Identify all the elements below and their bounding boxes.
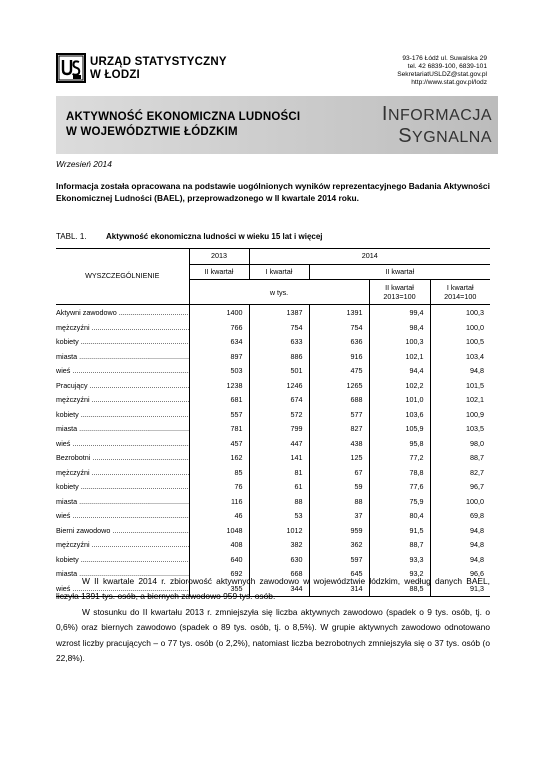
row-value: 37 bbox=[309, 509, 369, 524]
table-row bbox=[56, 538, 490, 553]
row-value: 88 bbox=[249, 495, 309, 510]
row-label: Bezrobotni ..... bbox=[56, 451, 189, 466]
paragraph-2: W stosunku do II kwartału 2013 r. zmniejszyła się liczba aktywnych zawodowo (spadek o 9 tys. osób, tj. o 0,6%) oraz biernych zawodowo (spadek o 89 tys. osób, tj. o 8,5%). W grupie aktywnych zawodowo odnotowano wzrost liczby pracujących – o 77 tys. osób (o 2,2%), natomiast liczba bezrobotnych zmniejszyła się o 37 tys. osób (o 22,8%). bbox=[56, 606, 490, 664]
title-line-1: AKTYWNOŚĆ EKONOMICZNA LUDNOŚCI bbox=[66, 111, 301, 123]
title-banner bbox=[56, 96, 498, 154]
row-value: 668 bbox=[249, 567, 309, 582]
row-value: 1048 bbox=[189, 524, 249, 539]
paragraph-1: W II kwartale 2014 r. zbiorowość aktywnych zawodowo w województwie łódzkim, według danych BAEL, liczyła 1391 tys. osób, a biernych zawodowo 959 tys. osób. bbox=[56, 576, 490, 602]
organization-name bbox=[90, 56, 227, 82]
row-value: 501 bbox=[249, 364, 309, 379]
row-value: 362 bbox=[309, 538, 369, 553]
row-label: wieś ..... bbox=[56, 437, 189, 452]
info-rest-2: YGNALNA bbox=[412, 129, 492, 146]
row-value: 61 bbox=[249, 480, 309, 495]
row-value: 91,5 bbox=[369, 524, 430, 539]
row-value: 81 bbox=[249, 466, 309, 481]
row-value: 1012 bbox=[249, 524, 309, 539]
row-value: 101,0 bbox=[369, 393, 430, 408]
row-value: 53 bbox=[249, 509, 309, 524]
info-cap-1: I bbox=[381, 103, 388, 125]
org-line-1: URZĄD STATYSTYCZNY bbox=[90, 56, 227, 68]
row-value: 125 bbox=[309, 451, 369, 466]
intro-bold: II kwartale 2014 roku. bbox=[274, 192, 359, 203]
row-value: 1265 bbox=[309, 379, 369, 394]
row-value: 475 bbox=[309, 364, 369, 379]
row-value: 100,0 bbox=[430, 321, 490, 336]
header-2014-q2: II kwartał bbox=[309, 264, 490, 280]
contact-email[interactable]: SekretariatUSLDZ@stat.gov.pl bbox=[397, 71, 487, 79]
row-value: 76 bbox=[189, 480, 249, 495]
row-value: 799 bbox=[249, 422, 309, 437]
row-value: 1391 bbox=[309, 305, 369, 321]
row-value: 577 bbox=[309, 408, 369, 423]
row-label: mężczyźni ..... bbox=[56, 321, 189, 336]
info-rest-1: NFORMACJA bbox=[387, 107, 492, 124]
row-label: Bierni zawodowo ..... bbox=[56, 524, 189, 539]
row-value: 102,1 bbox=[369, 350, 430, 365]
table-title: Aktywność ekonomiczna ludności w wieku 15 lat i więcej bbox=[106, 232, 323, 241]
table-body bbox=[56, 305, 490, 597]
table-row bbox=[56, 466, 490, 481]
row-value: 1246 bbox=[249, 379, 309, 394]
us-logo-icon bbox=[56, 53, 86, 83]
table-row bbox=[56, 422, 490, 437]
row-value: 100,3 bbox=[369, 335, 430, 350]
row-value: 1387 bbox=[249, 305, 309, 321]
row-value: 503 bbox=[189, 364, 249, 379]
title-line-2: W WOJEWÓDZTWIE ŁÓDZKIM bbox=[66, 126, 238, 138]
row-value: 897 bbox=[189, 350, 249, 365]
row-value: 572 bbox=[249, 408, 309, 423]
row-value: 674 bbox=[249, 393, 309, 408]
row-value: 457 bbox=[189, 437, 249, 452]
row-value: 94,8 bbox=[430, 553, 490, 568]
row-value: 447 bbox=[249, 437, 309, 452]
row-value: 1400 bbox=[189, 305, 249, 321]
row-value: 69,8 bbox=[430, 509, 490, 524]
table-row bbox=[56, 364, 490, 379]
row-value: 100,0 bbox=[430, 495, 490, 510]
row-value: 636 bbox=[309, 335, 369, 350]
publication-date: Wrzesień 2014 bbox=[56, 159, 112, 169]
row-value: 100,3 bbox=[430, 305, 490, 321]
row-value: 96,6 bbox=[430, 567, 490, 582]
contact-block bbox=[397, 55, 487, 87]
table-row bbox=[56, 379, 490, 394]
row-value: 102,1 bbox=[430, 393, 490, 408]
row-label: kobiety ..... bbox=[56, 480, 189, 495]
row-value: 408 bbox=[189, 538, 249, 553]
header-index-1: II kwartał 2013=100 bbox=[369, 280, 430, 305]
body-text bbox=[56, 574, 490, 666]
table-row bbox=[56, 451, 490, 466]
row-value: 344 bbox=[249, 582, 309, 597]
row-value: 85 bbox=[189, 466, 249, 481]
row-value: 94,8 bbox=[430, 524, 490, 539]
row-value: 98,0 bbox=[430, 437, 490, 452]
informacja-sygnalna-label bbox=[382, 104, 492, 148]
row-value: 633 bbox=[249, 335, 309, 350]
row-value: 78,8 bbox=[369, 466, 430, 481]
row-value: 827 bbox=[309, 422, 369, 437]
row-value: 314 bbox=[309, 582, 369, 597]
table-row bbox=[56, 524, 490, 539]
header-year-2014: 2014 bbox=[249, 249, 490, 265]
row-value: 103,5 bbox=[430, 422, 490, 437]
row-label: mężczyźni ..... bbox=[56, 466, 189, 481]
row-value: 88,5 bbox=[369, 582, 430, 597]
table-row bbox=[56, 437, 490, 452]
table-row bbox=[56, 509, 490, 524]
row-label: miasta ..... bbox=[56, 422, 189, 437]
row-label: wieś ..... bbox=[56, 509, 189, 524]
table-caption bbox=[56, 232, 323, 241]
row-value: 102,2 bbox=[369, 379, 430, 394]
row-value: 162 bbox=[189, 451, 249, 466]
row-value: 754 bbox=[309, 321, 369, 336]
row-value: 597 bbox=[309, 553, 369, 568]
row-value: 99,4 bbox=[369, 305, 430, 321]
row-value: 438 bbox=[309, 437, 369, 452]
row-label: wieś ..... bbox=[56, 364, 189, 379]
row-value: 103,4 bbox=[430, 350, 490, 365]
row-value: 93,3 bbox=[369, 553, 430, 568]
row-value: 82,7 bbox=[430, 466, 490, 481]
row-value: 754 bbox=[249, 321, 309, 336]
row-value: 766 bbox=[189, 321, 249, 336]
row-value: 1238 bbox=[189, 379, 249, 394]
table-row bbox=[56, 305, 490, 321]
table-row bbox=[56, 553, 490, 568]
stub-header: WYSZCZEGÓLNIENIE bbox=[56, 249, 189, 305]
row-value: 959 bbox=[309, 524, 369, 539]
row-value: 141 bbox=[249, 451, 309, 466]
row-value: 781 bbox=[189, 422, 249, 437]
row-label: kobiety ..... bbox=[56, 553, 189, 568]
row-value: 98,4 bbox=[369, 321, 430, 336]
table-row bbox=[56, 408, 490, 423]
row-value: 886 bbox=[249, 350, 309, 365]
contact-website[interactable]: http://www.stat.gov.pl/lodz bbox=[411, 79, 487, 87]
info-cap-2: S bbox=[398, 125, 413, 147]
row-label: mężczyźni ..... bbox=[56, 393, 189, 408]
row-value: 67 bbox=[309, 466, 369, 481]
row-value: 88,7 bbox=[369, 538, 430, 553]
row-value: 80,4 bbox=[369, 509, 430, 524]
row-value: 77,2 bbox=[369, 451, 430, 466]
row-value: 88,7 bbox=[430, 451, 490, 466]
activity-table bbox=[56, 248, 490, 597]
row-value: 103,6 bbox=[369, 408, 430, 423]
header-unit: w tys. bbox=[189, 280, 369, 305]
contact-phone: tel. 42 6839-100, 6839-101 bbox=[407, 63, 487, 71]
row-value: 630 bbox=[249, 553, 309, 568]
row-value: 692 bbox=[189, 567, 249, 582]
header-2013-q2: II kwartał bbox=[189, 264, 249, 280]
row-label: miasta ..... bbox=[56, 567, 189, 582]
row-value: 101,5 bbox=[430, 379, 490, 394]
header-index-2: I kwartał 2014=100 bbox=[430, 280, 490, 305]
row-value: 95,8 bbox=[369, 437, 430, 452]
intro-paragraph bbox=[56, 181, 490, 204]
table-row bbox=[56, 393, 490, 408]
header-2014-q1: I kwartał bbox=[249, 264, 309, 280]
table-row bbox=[56, 335, 490, 350]
row-value: 100,5 bbox=[430, 335, 490, 350]
row-value: 88 bbox=[309, 495, 369, 510]
row-label: kobiety ..... bbox=[56, 408, 189, 423]
row-value: 46 bbox=[189, 509, 249, 524]
row-value: 640 bbox=[189, 553, 249, 568]
row-value: 645 bbox=[309, 567, 369, 582]
row-value: 94,8 bbox=[430, 538, 490, 553]
document-title bbox=[66, 110, 300, 140]
row-value: 77,6 bbox=[369, 480, 430, 495]
row-value: 105,9 bbox=[369, 422, 430, 437]
row-value: 355 bbox=[189, 582, 249, 597]
row-value: 94,4 bbox=[369, 364, 430, 379]
row-value: 557 bbox=[189, 408, 249, 423]
table-row bbox=[56, 350, 490, 365]
row-value: 91,3 bbox=[430, 582, 490, 597]
table-number: TABL. 1. bbox=[56, 232, 87, 241]
row-value: 94,8 bbox=[430, 364, 490, 379]
row-label: Aktywni zawodowo ..... bbox=[56, 305, 189, 321]
intro-text: Informacja została opracowana na podstawie uogólnionych wyników reprezentacyjnego Badania Aktywności Ekonomicznej Ludności (BAEL), przeprowadzonego w bbox=[56, 181, 490, 203]
row-value: 382 bbox=[249, 538, 309, 553]
row-label: mężczyźni ..... bbox=[56, 538, 189, 553]
row-label: miasta ..... bbox=[56, 350, 189, 365]
header-year-2013: 2013 bbox=[189, 249, 249, 265]
row-value: 916 bbox=[309, 350, 369, 365]
row-value: 634 bbox=[189, 335, 249, 350]
row-value: 681 bbox=[189, 393, 249, 408]
row-value: 96,7 bbox=[430, 480, 490, 495]
table-row bbox=[56, 480, 490, 495]
row-label: miasta ..... bbox=[56, 495, 189, 510]
contact-address: 93-176 Łódź ul. Suwalska 29 bbox=[402, 55, 487, 62]
row-value: 688 bbox=[309, 393, 369, 408]
row-label: Pracujący ..... bbox=[56, 379, 189, 394]
row-label: wieś ..... bbox=[56, 582, 189, 597]
row-value: 59 bbox=[309, 480, 369, 495]
org-line-2: W ŁODZI bbox=[90, 69, 140, 81]
row-value: 75,9 bbox=[369, 495, 430, 510]
table-row bbox=[56, 495, 490, 510]
row-value: 93,2 bbox=[369, 567, 430, 582]
row-label: kobiety ..... bbox=[56, 335, 189, 350]
row-value: 116 bbox=[189, 495, 249, 510]
row-value: 100,9 bbox=[430, 408, 490, 423]
table-row bbox=[56, 321, 490, 336]
